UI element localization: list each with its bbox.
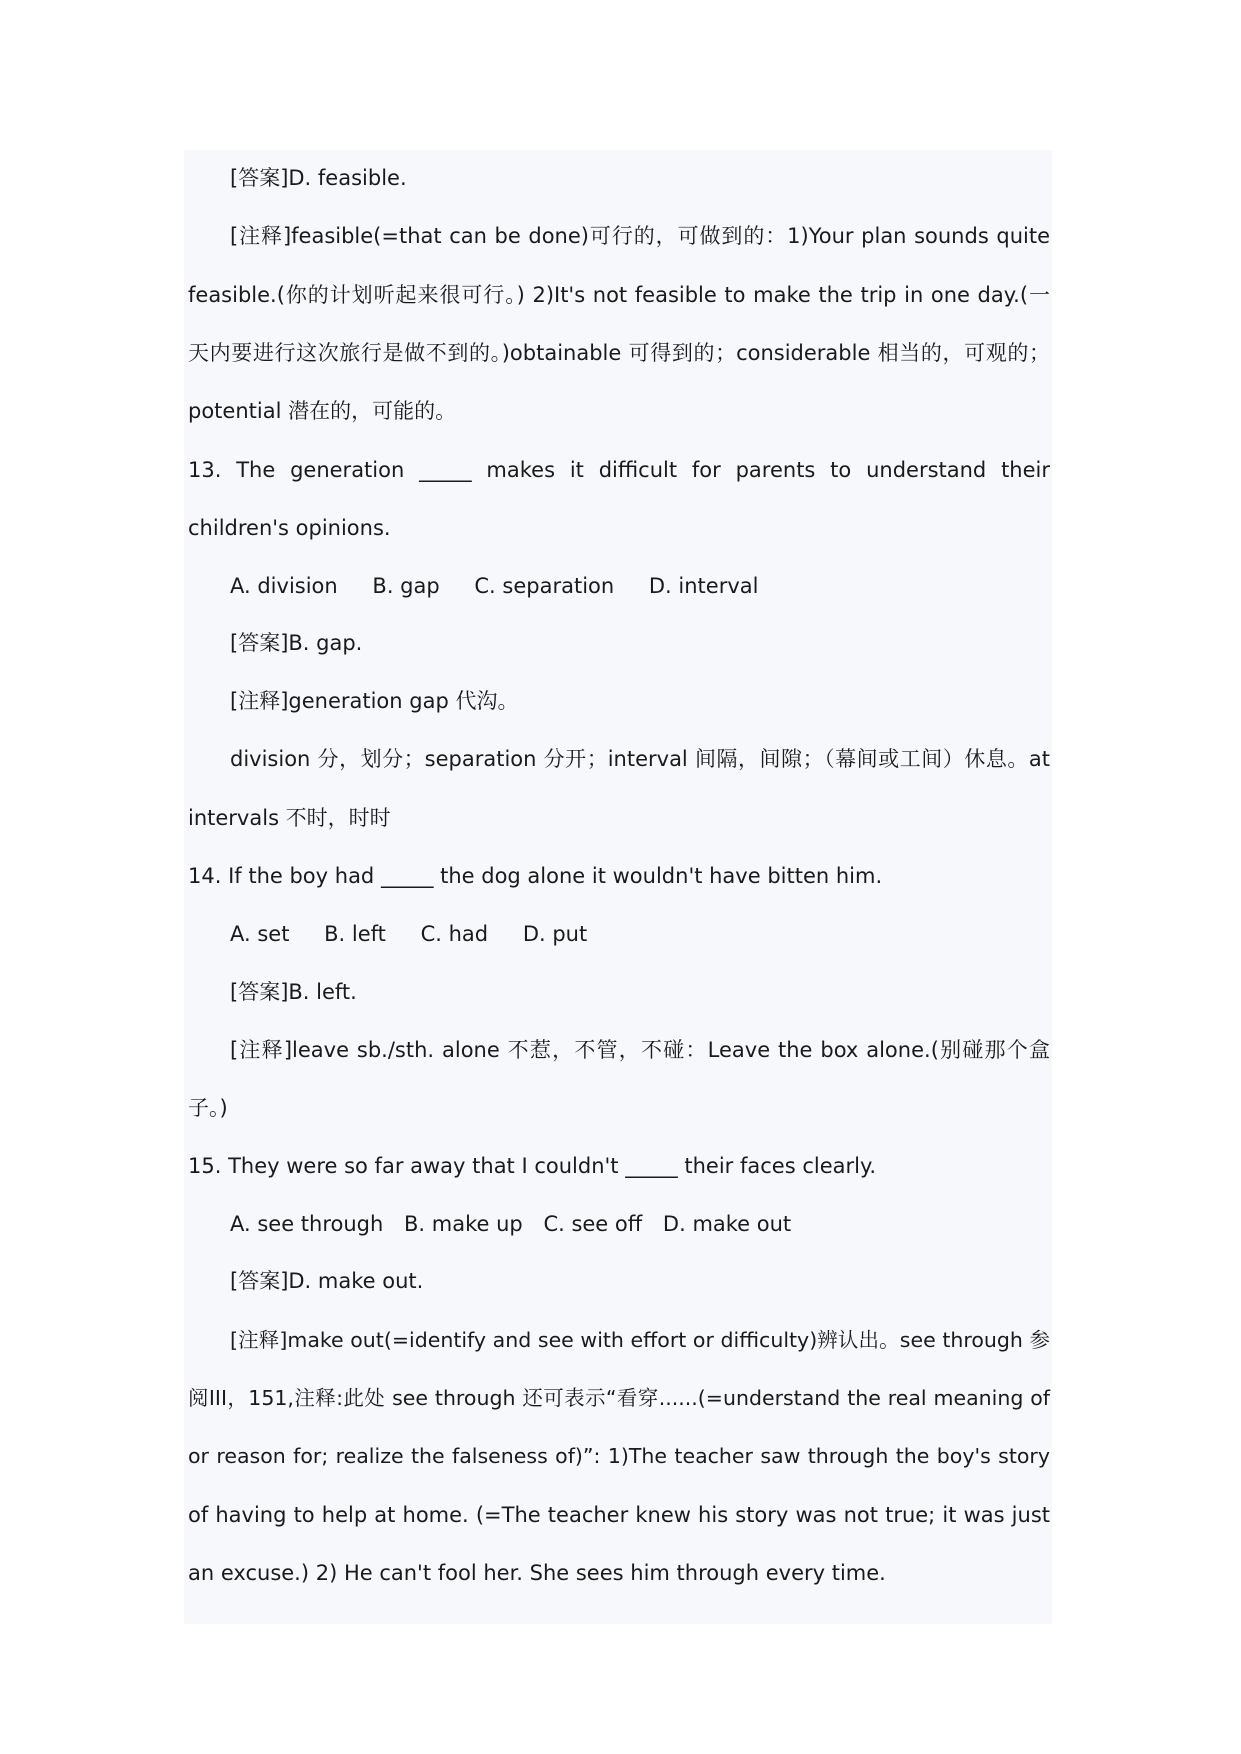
- option-13-a: A. division: [230, 574, 338, 598]
- answer-13: [答案]B. gap.: [230, 631, 363, 655]
- note-12-line-2: feasible.(你的计划听起来很可行。) 2)It's not feasible to make the trip in one day.(一: [188, 283, 1050, 307]
- note-14-line-2: 子。): [188, 1096, 228, 1120]
- question-13: 13. The generation _____ makes it difficult for parents to understand their: [188, 458, 1050, 482]
- note-12-line-1: [注释]feasible(=that can be done)可行的，可做到的：1)Your plan sounds quite: [230, 224, 1050, 248]
- option-15-a: A. see through: [230, 1212, 384, 1236]
- note-12-line-4: potential 潜在的，可能的。: [188, 399, 457, 423]
- option-14-b: B. left: [324, 922, 386, 946]
- option-15-c: C. see off: [543, 1212, 643, 1236]
- note-12-line-3: 天内要进行这次旅行是做不到的。)obtainable 可得到的；considerable 相当的，可观的；: [188, 341, 1050, 365]
- option-15-d: D. make out: [662, 1212, 792, 1236]
- note-15-line-3: or reason for; realize the falseness of)”: 1)The teacher saw through the boy's story: [188, 1444, 1050, 1468]
- option-13-d: D. interval: [648, 574, 759, 598]
- note-15-line-1: [注释]make out(=identify and see with effort or difficulty)辨认出。see through 参: [230, 1328, 1050, 1352]
- answer-12: [答案]D. feasible.: [230, 166, 407, 190]
- note-13-line-2: division 分，划分；separation 分开；interval 间隔，间隙；（幕间或工间）休息。at: [230, 747, 1050, 771]
- options-15: [230, 1209, 1050, 1239]
- note-13-line-3: intervals 不时，时时: [188, 806, 391, 830]
- option-14-a: A. set: [230, 922, 290, 946]
- question-15: 15. They were so far away that I couldn't _____ their faces clearly.: [188, 1154, 877, 1178]
- option-14-c: C. had: [420, 922, 489, 946]
- option-14-d: D. put: [522, 922, 588, 946]
- options-13: [230, 571, 1050, 601]
- note-15-line-5: an excuse.) 2) He can't fool her. She sees him through every time.: [188, 1561, 886, 1585]
- note-15-line-4: of having to help at home. (=The teacher knew his story was not true; it was just: [188, 1503, 1050, 1527]
- question-14: 14. If the boy had _____ the dog alone it wouldn't have bitten him.: [188, 864, 883, 888]
- option-13-b: B. gap: [372, 574, 440, 598]
- answer-14: [答案]B. left.: [230, 980, 357, 1004]
- note-14-line-1: [注释]leave sb./sth. alone 不惹，不管，不碰：Leave the box alone.(别碰那个盒: [230, 1038, 1050, 1062]
- answer-15: [答案]D. make out.: [230, 1269, 424, 1293]
- question-13-cont: children's opinions.: [188, 516, 391, 540]
- note-15-line-2: 阅III，151,注释:此处 see through 还可表示“看穿......(=understand the real meaning of: [188, 1386, 1050, 1410]
- option-15-b: B. make up: [404, 1212, 523, 1236]
- option-13-c: C. separation: [474, 574, 615, 598]
- options-14: [230, 919, 1050, 949]
- note-13-line-1: [注释]generation gap 代沟。: [230, 689, 519, 713]
